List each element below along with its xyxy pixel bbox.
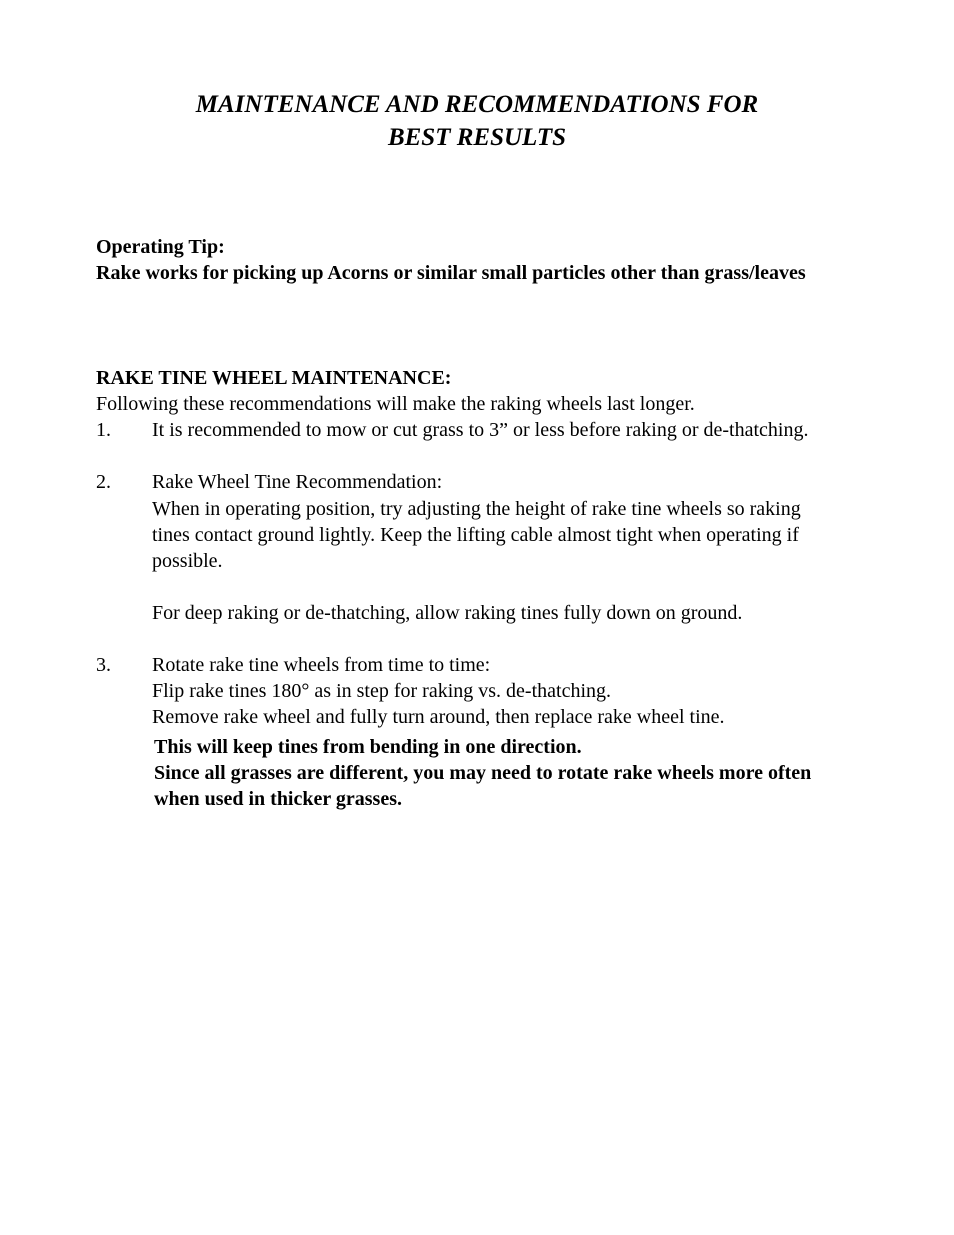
item-2-line-1: Rake Wheel Tine Recommendation: bbox=[152, 471, 443, 493]
operating-tip-text: Rake works for picking up Acorns or similar small particles other than grass/leaves bbox=[96, 262, 806, 284]
item-3-number: 3. bbox=[96, 654, 111, 676]
item-2-number: 2. bbox=[96, 471, 111, 493]
item-3-line-3: Remove rake wheel and fully turn around, then replace rake wheel tine. bbox=[152, 706, 725, 728]
item-2-line-3: tines contact ground lightly. Keep the lifting cable almost tight when operating if bbox=[152, 524, 799, 546]
item-3-bold-line-1: This will keep tines from bending in one direction. bbox=[154, 736, 582, 758]
item-1-line-1: It is recommended to mow or cut grass to 3” or less before raking or de-thatching. bbox=[152, 419, 809, 441]
item-1-number: 1. bbox=[96, 419, 111, 441]
operating-tip-heading: Operating Tip: bbox=[96, 236, 225, 258]
item-2-line-4: possible. bbox=[152, 550, 223, 572]
item-2-line-5: For deep raking or de-thatching, allow raking tines fully down on ground. bbox=[152, 602, 743, 624]
item-3-line-2: Flip rake tines 180° as in step for raking vs. de-thatching. bbox=[152, 680, 612, 702]
page-title bbox=[0, 88, 954, 154]
item-3-line-1: Rotate rake tine wheels from time to time: bbox=[152, 654, 491, 676]
item-2-line-2: When in operating position, try adjusting the height of rake tine wheels so raking bbox=[152, 498, 801, 520]
item-3-bold-line-3: when used in thicker grasses. bbox=[154, 788, 402, 810]
item-3-bold-line-2: Since all grasses are different, you may need to rotate rake wheels more often bbox=[154, 762, 812, 784]
maintenance-intro: Following these recommendations will make the raking wheels last longer. bbox=[96, 393, 695, 415]
title-line-2: BEST RESULTS bbox=[387, 124, 567, 151]
title-line-1: MAINTENANCE AND RECOMMENDATIONS FOR bbox=[195, 91, 759, 118]
maintenance-heading: RAKE TINE WHEEL MAINTENANCE: bbox=[96, 367, 452, 389]
